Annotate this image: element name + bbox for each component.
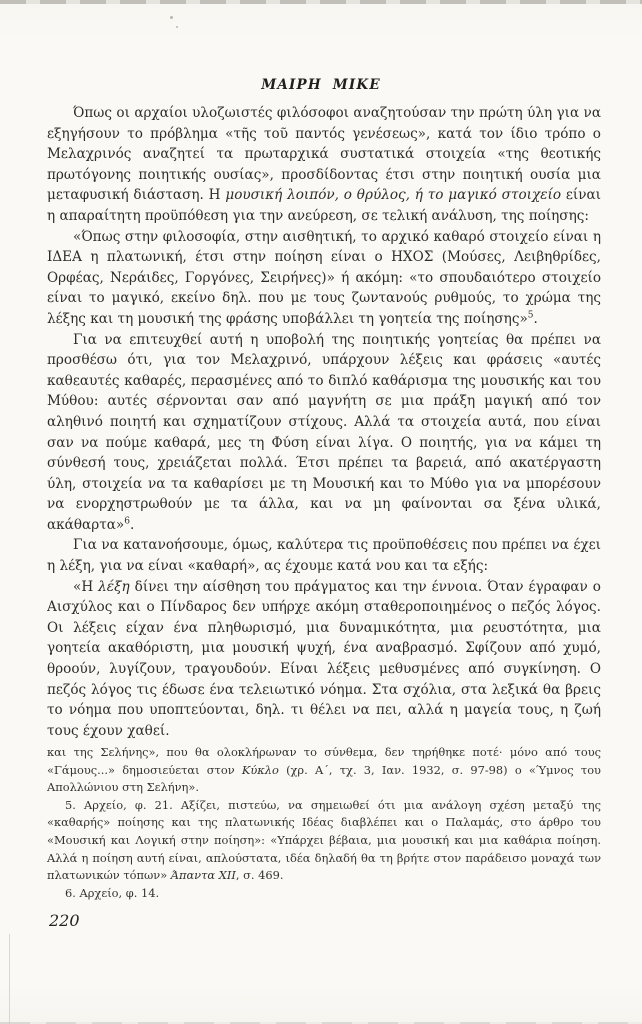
page-number: 220 <box>49 911 80 930</box>
paragraph-4: Για να κατανοήσουμε, όμως, καλύτερα τις προϋποθέσεις που πρέπει να έχει η λέξη, για να είναι «καθαρή», ας έχουμε κατά νου και τα εξής: <box>47 537 601 575</box>
footnote-continuation: και της Σελήνης», που θα ολοκλήρωναν το σύνθεμα, δεν τηρήθηκε ποτέ· μόνο από τους «Γάμους...» δημοσιεύεται στον Κύκλο (χρ. Α´, τχ. 3, Ιαν. 1932, σ. 97-98) ο «Ύμνος του Απολλώνιου στη Σελήνη». <box>47 745 601 795</box>
running-header: ΜΑΙΡΗ ΜΙΚΕ <box>261 77 381 93</box>
paragraph-1: Όπως οι αρχαίοι υλοζωιστές φιλόσοφοι αναζητούσαν την πρώτη ύλη για να εξηγήσουν το πρόβλημα «τῆς τοῦ παντός γενέσεως», κατά τον ίδιο τρόπο ο Μελαχρινός αναζητεί τα πρωταρχικά συστατικά στοιχεία «της θεοτικής πρωτόγονης ποιητικής ουσίας», προσδίδοντας έτσι στην ποιητική ουσία μια μεταφυσική διάσταση. Η μουσική λοιπόν, ο θρύλος, ή το μαγικό στοιχείο είναι η απαραίτητη προϋπόθεση για την ανεύρεση, σε τελική ανάλυση, της ποίησης: <box>47 105 601 224</box>
footnotes <box>47 744 601 902</box>
scan-edge-left <box>9 934 10 1024</box>
footnote-6: 6. Αρχείο, φ. 14. <box>65 885 160 900</box>
footnote-5: 5. Αρχείο, φ. 21. Αξίζει, πιστεύω, να σημειωθεί ότι μια ανάλογη σχέση μεταξύ της «καθαρής» ποίησης και της πλατωνικής Ιδέας διαβλέπει και ο Παλαμάς, στο άρθρο του «Μουσική και Λογική στην ποίηση»: «Υπάρχει βέβαια, μια μουσική και μια καθάρια ποίηση. Αλλά η ποίηση αυτή είναι, απλούστατα, ιδέα δηλαδή θα τη βρήτε στον παράδεισο μοναχά των πλατωνικών τόπων» Άπαντα XII, σ. 469. <box>47 797 601 883</box>
paragraph-3: Για να επιτευχθεί αυτή η υποβολή της ποιητικής γοητείας θα πρέπει να προσθέσω ότι, για τον Μελαχρινό, υπάρχουν λέξεις και φράσεις «αυτές καθεαυτές καθαρές, περασμένες από το διπλό καθάρισμα της μουσικής και του Μύθου: αυτές σέρνονται σαν από μαγνήτη σε μια πράξη μαγική από τον αληθινό ποιητή και σχηματίζουν στίχους. Αλλά τα στοιχεία αυτά, που είναι σαν να πούμε καθαρά, μες τη Φύση είναι λίγα. Ο ποιητής, για να κάμει τη σύνθεσή τους, χρειάζεται πολλά. Έτσι πρέπει τα βαρειά, από ακατέργαστη ύλη, στοιχεία να τα καθαρίσει με τη Μουσική και το Μύθο για να μπορέσουν να ενορχηστρωθούν με τα άλλα, και να μη φαίνονται σα ξένα υλικά, ακάθαρτα»$^6$. <box>47 331 601 533</box>
body-text <box>47 103 601 739</box>
scan-speck <box>170 16 173 19</box>
paragraph-2: «Όπως στην φιλοσοφία, στην αισθητική, το αρχικό καθαρό στοιχείο είναι η ΙΔΕΑ η πλατωνική, έτσι στην ποίηση είναι ο ΗΧΟΣ (Μούσες, Λειβηθρίδες, Ορφέας, Νεράιδες, Γοργόνες, Σειρήνες)» ή ακόμη: «το σπουδαιότερο στοιχείο είναι το μαγικό, εκείνο δηλ. που με τους ζωντανούς ρυθμούς, το χρώμα της λέξης και τη μουσική της φράσης υποβάλλει τη γοητεία της ποίησης»$^5$. <box>47 228 601 327</box>
scan-speck <box>176 26 178 28</box>
paragraph-5: «Η λέξη δίνει την αίσθηση του πράγματος και την έννοια. Όταν έγραφαν ο Αισχύλος και ο Πίνδαρος δεν υπήρχε ακόμη σταθεροποιημένος ο πεζός λόγος. Οι λέξεις είχαν ένα πληθωρισμό, μια δυναμικότητα, μια ρευστότητα, μια γοητεία ακαθόριστη, μια μουσική ψυχή, ένα αναβρασμό. Σφίζουν από χυμό, θροούν, λυγίζουν, τραγουδούν. Είναι λέξεις μεθυσμένες από συγκίνηση. Ο πεζός λόγος τις έδωσε ένα τελειωτικό νόημα. Στα σχόλια, στα λεξικά θα βρεις το νόημα που υποπτεύονται, δηλ. τι θέλει να πει, αλλά η μαγεία τους, η ζωή τους έχουν χαθεί. <box>47 578 601 739</box>
scan-edge-top <box>0 0 642 4</box>
